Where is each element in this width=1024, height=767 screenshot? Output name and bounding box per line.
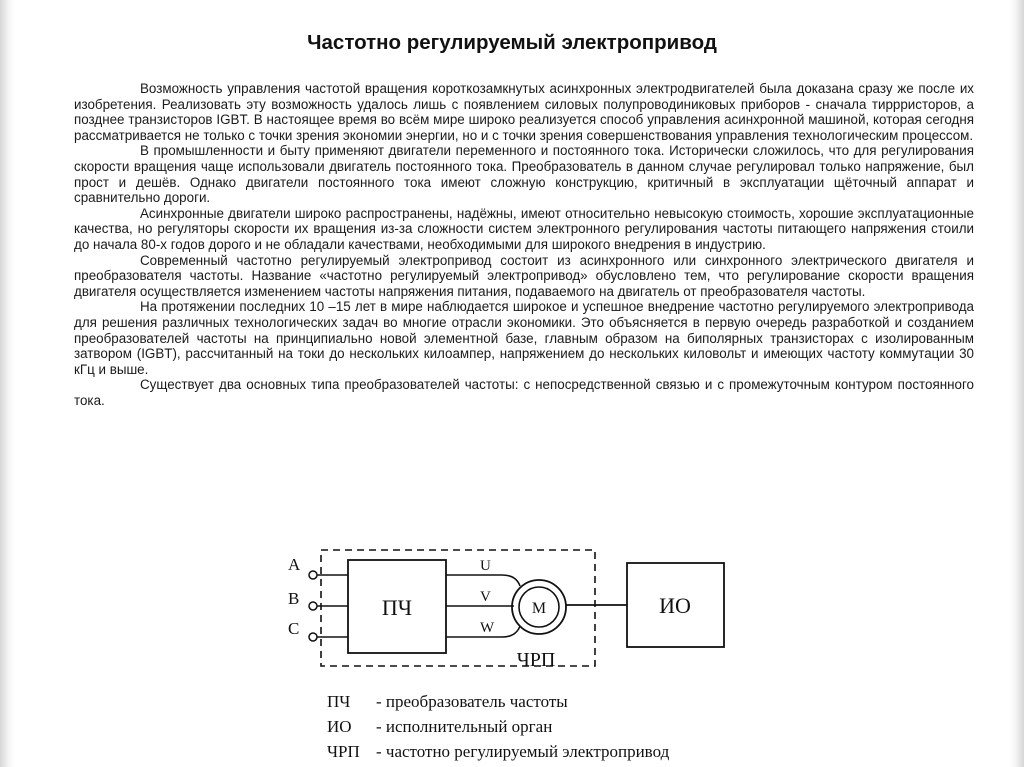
legend-abbr-drive: ЧРП xyxy=(327,742,360,761)
converter-label: ПЧ xyxy=(381,595,413,620)
paragraph: Современный частотно регулируемый электропривод состоит из асинхронного или синхронного электрического двигателя и преобразователя частоты. Название «частотно регулируемый электропривод» обусловлено тем, что регулирование скорости вращения двигателя осуществляется изменением частоты напряжения питания, подаваемого на двигатель от преобразователя частоты. xyxy=(74,252,974,299)
page-left-shadow xyxy=(0,0,14,767)
paragraph: Возможность управления частотой вращения короткозамкнутых асинхронных электродвигателей была доказана сразу же после их изобретения. Реализовать эту возможность удалось лишь с появлением силовых полупроводиниковых приборов - сначала тиррристоров, а позднее транзисторов IGBT. В настоящее время во всём мире широко реализуется способ управления асинхронной машиной, которая сегодня рассматривается не только с точки зрения экономии энергии, но и с точки зрения совершенствования управления технологическим процессом. xyxy=(74,81,974,143)
phase-label-w: W xyxy=(480,620,495,636)
paragraph: На протяжении последних 10 –15 лет в мире наблюдается широкое и успешное внедрение частотно регулируемого электропривода для решения различных технологических задач во многие отрасли экономики. Это объясняется в первую очередь разработкой и созданием преобразователей частоты на принципиально новой элементной базе, главным образом на биполярных транзисторах с изолированным затвором (IGBT), рассчитанный на токи до нескольких килоампер, напряжением до нескольких киловольт и имеющих частоту коммутации 30 кГц и выше. xyxy=(74,299,974,377)
terminal-b xyxy=(309,602,317,610)
actuator-label: ИО xyxy=(659,593,691,618)
body-text xyxy=(74,81,974,408)
legend-desc-drive: - частотно регулируемый электропривод xyxy=(376,742,670,761)
terminal-a xyxy=(309,571,317,579)
drive-label: ЧРП xyxy=(516,649,556,671)
paragraph: Асинхронные двигатели широко распространены, надёжны, имеют относительно невысокую стоимость, хорошие эксплуатационные качества, но регуляторы скорости их вращения из-за сложности систем электронного регулирования частоты питающего напряжения стоили до начала 80-х годов дорого и не обладали качествами, необходимыми для широкого внедрения в индустрию. xyxy=(74,205,974,252)
phase-label-v: V xyxy=(480,589,491,605)
phase-label-u: U xyxy=(480,558,491,574)
output-wire-u-bend xyxy=(502,575,520,586)
motor-label: M xyxy=(531,600,547,617)
output-wire-w-bend xyxy=(502,626,520,637)
input-label-a: A xyxy=(288,555,301,574)
legend-abbr-converter: ПЧ xyxy=(327,692,351,711)
page-title: Частотно регулируемый электропривод xyxy=(307,31,717,54)
page-right-shadow xyxy=(1010,0,1024,767)
terminal-c xyxy=(309,633,317,641)
input-label-c: C xyxy=(288,619,300,638)
input-label-b: B xyxy=(288,589,300,608)
drive-diagram xyxy=(280,546,760,767)
legend-desc-actuator: - исполнительный орган xyxy=(376,717,553,736)
paragraph: В промышленности и быту применяют двигатели переменного и постоянного тока. Исторически сложилось, что для регулирования скорости вращения чаще использовали двигатель постоянного тока. Преобразователь в данном случае регулировал только напряжение, был прост и дешёв. Однако двигатели постоянного тока имеют сложную конструкцию, критичный в эксплуатации щёточный аппарат и сравнительно дороги. xyxy=(74,143,974,206)
legend-abbr-actuator: ИО xyxy=(327,717,352,736)
legend-desc-converter: - преобразователь частоты xyxy=(376,692,568,711)
paragraph: Существует два основных типа преобразователей частоты: с непосредственной связью и с промежуточным контуром постоянного тока. xyxy=(74,377,974,408)
